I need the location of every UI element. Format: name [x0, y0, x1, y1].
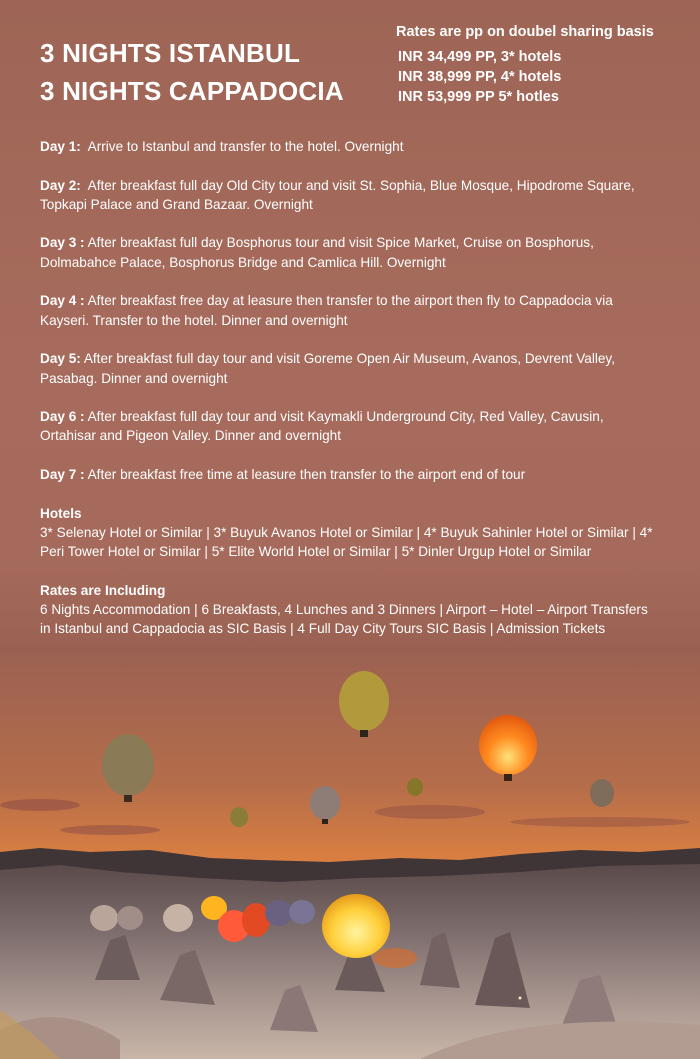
- inclusions-section: [40, 581, 660, 639]
- day-description: After breakfast full day Bosphorus tour and visit Spice Market, Cruise on Bosphorus, Dolmabahce Palace, Bosphorus Bridge and Camlica Hill. Overnight: [40, 235, 594, 270]
- itinerary-day-1: [40, 137, 660, 156]
- title-line-istanbul: 3 NIGHTS ISTANBUL: [40, 38, 301, 68]
- itinerary-content: [40, 137, 660, 639]
- itinerary-day-7: [40, 465, 660, 484]
- day-description: After breakfast free day at leasure then transfer to the airport then fly to Cappadocia via Kayseri. Transfer to the hotel. Dinner and overnight: [40, 293, 613, 328]
- day-label: Day 3 :: [40, 235, 85, 251]
- day-description: After breakfast full day Old City tour and visit St. Sophia, Blue Mosque, Hipodrome Square, Topkapi Palace and Grand Bazaar. Overnight: [40, 177, 635, 212]
- day-label: Day 7 :: [40, 467, 85, 483]
- itinerary-day-2: [40, 176, 660, 215]
- day-label: Day 6 :: [40, 409, 85, 425]
- rate-4-star: INR 38,999 PP, 4* hotels: [398, 69, 562, 85]
- day-label: Day 5:: [40, 351, 81, 367]
- rate-3-star: INR 34,499 PP, 3* hotels: [398, 49, 562, 65]
- rates-heading: Rates are pp on doubel sharing basis: [396, 24, 654, 40]
- day-description: After breakfast full day tour and visit Goreme Open Air Museum, Avanos, Devrent Valley, Pasabag. Dinner and overnight: [40, 351, 616, 386]
- itinerary-day-5: [40, 349, 660, 388]
- day-label: Day 4 :: [40, 293, 85, 309]
- rates-list: [396, 47, 654, 107]
- title-line-cappadocia: 3 NIGHTS CAPPADOCIA: [40, 76, 344, 106]
- inclusions-list: 6 Nights Accommodation | 6 Breakfasts, 4 Lunches and 3 Dinners | Airport – Hotel – Airport Transfers in Istanbul and Cappadocia as SIC Basis | 4 Full Day City Tours SIC Basis | Admission Tickets: [40, 602, 648, 637]
- itinerary-day-3: [40, 233, 660, 272]
- day-description: After breakfast free time at leasure then transfer to the airport end of tour: [87, 467, 526, 483]
- day-label: Day 2:: [40, 177, 81, 193]
- day-description: Arrive to Istanbul and transfer to the hotel. Overnight: [87, 139, 404, 154]
- itinerary-day-6: [40, 407, 660, 446]
- rate-5-star: INR 53,999 PP 5* hotles: [398, 89, 559, 105]
- itinerary-day-4: [40, 291, 660, 330]
- day-description: After breakfast full day tour and visit Kaymakli Underground City, Red Valley, Cavusin, Ortahisar and Pigeon Valley. Dinner and overnight: [40, 409, 604, 444]
- hotels-list: 3* Selenay Hotel or Similar | 3* Buyuk Avanos Hotel or Similar | 4* Buyuk Sahinler Hotel or Similar | 4* Peri Tower Hotel or Similar | 5* Elite World Hotel or Similar | 5* Dinler Urgup Hotel or Similar: [40, 524, 653, 560]
- rates-summary: [396, 23, 654, 107]
- hotels-heading: Hotels: [40, 505, 82, 521]
- hotels-section: [40, 504, 660, 562]
- day-label: Day 1:: [40, 139, 81, 154]
- inclusions-heading: Rates are Including: [40, 582, 166, 598]
- package-title: [40, 34, 344, 110]
